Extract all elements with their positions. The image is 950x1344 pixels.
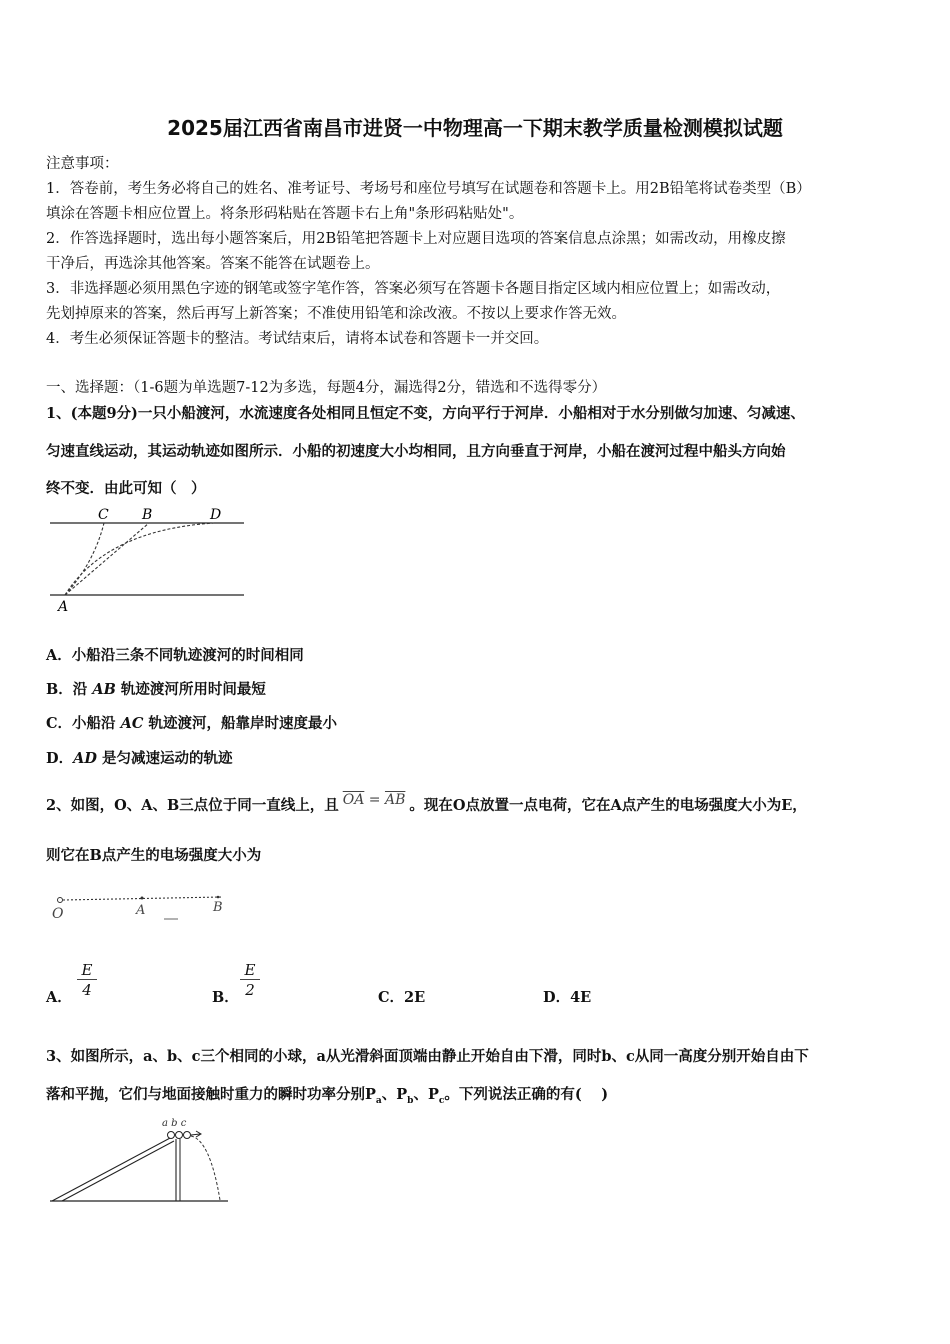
trajectory-ac xyxy=(65,523,104,595)
q2-line-figure xyxy=(46,888,236,928)
subscript-c: c xyxy=(438,1095,445,1106)
q2-option-a-fraction xyxy=(77,961,97,1000)
option-letter: A． xyxy=(46,989,72,1006)
notice-line: 填涂在答题卡相应位置上。将条形码粘贴在答题卡右上角"条形码粘贴处"。 xyxy=(46,206,524,222)
notice-line: 2．作答选择题时，选出每小题答案后，用2B铅笔把答题卡上对应题目选项的答案信息点涂黑；如需改动，用橡皮擦 xyxy=(46,231,786,247)
q2-stem-line1 xyxy=(46,794,906,815)
notice-line: 先划掉原来的答案，然后再写上新答案；不准使用铅笔和涂改液。不按以上要求作答无效。 xyxy=(46,306,626,322)
option-letter: B． xyxy=(212,989,239,1006)
option-text: 4E xyxy=(570,989,592,1006)
q1-option-a[interactable] xyxy=(46,644,304,665)
q2-option-c[interactable] xyxy=(378,986,425,1007)
label-b: B xyxy=(213,900,223,915)
q2-option-d[interactable] xyxy=(543,986,591,1007)
q1-river-figure xyxy=(46,505,251,617)
ball-c xyxy=(184,1132,191,1139)
notice-line: 1．答卷前，考生务必将自己的姓名、准考证号、考场号和座位号填写在试题卷和答题卡上。用2B铅笔将试卷类型（B） xyxy=(46,181,811,197)
projectile-path xyxy=(191,1136,220,1200)
q1-stem-line: 终不变．由此可知（ ） xyxy=(46,480,206,497)
ball-a xyxy=(168,1132,175,1139)
trajectory-ad xyxy=(65,523,214,595)
q3-text: 、P xyxy=(413,1086,439,1103)
label-d: D xyxy=(210,507,222,523)
fraction-numerator: E xyxy=(77,961,97,980)
vector-equation xyxy=(339,792,410,808)
q1-stem-line: 1、(本题9分)一只小船渡河，水流速度各处相同且恒定不变，方向平行于河岸．小船相对于水分别做匀加速、匀减速、 xyxy=(46,405,805,422)
point-b xyxy=(217,896,220,899)
option-letter: B． xyxy=(46,681,73,698)
q2-option-b[interactable] xyxy=(212,986,239,1007)
vector-oa: $\overline{OA}$ xyxy=(342,792,365,808)
q1-option-d[interactable] xyxy=(46,747,232,768)
q3-stem-line1: 3、如图所示，a、b、c三个相同的小球，a从光滑斜面顶端由静止开始自由下滑，同时b、c从同一高度分别开始自由下 xyxy=(46,1048,809,1065)
fraction-numerator: E xyxy=(240,961,260,980)
label-abc: a b c xyxy=(162,1118,187,1129)
label-o: O xyxy=(52,906,64,922)
equals-sign: = xyxy=(368,792,381,808)
option-letter: D． xyxy=(543,989,571,1006)
option-italic: AB xyxy=(92,681,116,698)
option-text: 小船沿 xyxy=(72,715,121,732)
vector-ab: $\overline{AB}$ xyxy=(384,792,406,808)
notice-heading: 注意事项： xyxy=(46,156,119,172)
q3-text: 。下列说法正确的有( ) xyxy=(444,1086,609,1103)
point-o xyxy=(58,898,63,903)
q2-option-b-fraction xyxy=(240,961,260,1000)
q1-stem-line: 匀速直线运动，其运动轨迹如图所示．小船的初速度大小均相同，且方向垂直于河岸，小船在渡河过程中船头方向始 xyxy=(46,443,786,460)
q3-text: 落和平抛，它们与地面接触时重力的瞬时功率分别P xyxy=(46,1086,376,1103)
notice-line: 3．非选择题必须用黑色字迹的钢笔或签字笔作答，答案必须写在答题卡各题目指定区域内相应位置上；如需改动， xyxy=(46,281,781,297)
page-title: 2025届江西省南昌市进贤一中物理高一下期末教学质量检测模拟试题 xyxy=(167,116,783,140)
q2-stem-line2: 则它在B点产生的电场强度大小为 xyxy=(46,847,262,864)
label-a: A xyxy=(58,599,69,615)
fraction-denominator: 4 xyxy=(82,981,92,999)
notice-line: 4．考生必须保证答题卡的整洁。考试结束后，请将本试卷和答题卡一并交回。 xyxy=(46,331,549,347)
q3-incline-figure xyxy=(48,1112,233,1207)
option-text: 轨迹渡河所用时间最短 xyxy=(115,681,266,698)
option-letter: A． xyxy=(46,647,72,664)
option-text: 沿 xyxy=(72,681,93,698)
ball-b xyxy=(176,1132,183,1139)
q2-text: 2、如图，O、A、B三点位于同一直线上，且 xyxy=(46,797,339,814)
option-letter: C． xyxy=(46,715,73,732)
q3-text: 、P xyxy=(381,1086,408,1103)
q2-text: 。现在O点放置一点电荷，它在A点产生的电场强度大小为E， xyxy=(409,797,807,814)
label-c: C xyxy=(98,507,109,523)
subscript-a: a xyxy=(375,1095,382,1106)
incline-outer xyxy=(52,1137,172,1201)
option-italic: AC xyxy=(120,715,144,732)
point-a xyxy=(141,897,144,900)
option-letter: D． xyxy=(46,750,74,767)
q2-option-a[interactable] xyxy=(46,986,72,1007)
label-a: A xyxy=(136,903,146,918)
label-b: B xyxy=(142,507,153,523)
option-letter: C． xyxy=(378,989,405,1006)
option-text: 是匀减速运动的轨迹 xyxy=(96,750,233,767)
q3-stem-line2 xyxy=(46,1083,906,1106)
trajectory-ab xyxy=(65,523,149,595)
option-text: 轨迹渡河，船靠岸时速度最小 xyxy=(143,715,337,732)
fraction-denominator: 2 xyxy=(245,981,255,999)
subscript-b: b xyxy=(407,1095,414,1106)
option-text: 小船沿三条不同轨迹渡河的时间相同 xyxy=(71,647,304,664)
option-text: 2E xyxy=(404,989,426,1006)
incline-inner xyxy=(62,1141,174,1201)
q1-option-c[interactable] xyxy=(46,712,337,733)
section-heading: 一、选择题：（1-6题为单选题7-12为多选，每题4分，漏选得2分，错选和不选得零分） xyxy=(46,380,607,396)
notice-line: 干净后，再选涂其他答案。答案不能答在试题卷上。 xyxy=(46,256,380,272)
q1-option-b[interactable] xyxy=(46,678,266,699)
option-italic: AD xyxy=(73,750,97,767)
